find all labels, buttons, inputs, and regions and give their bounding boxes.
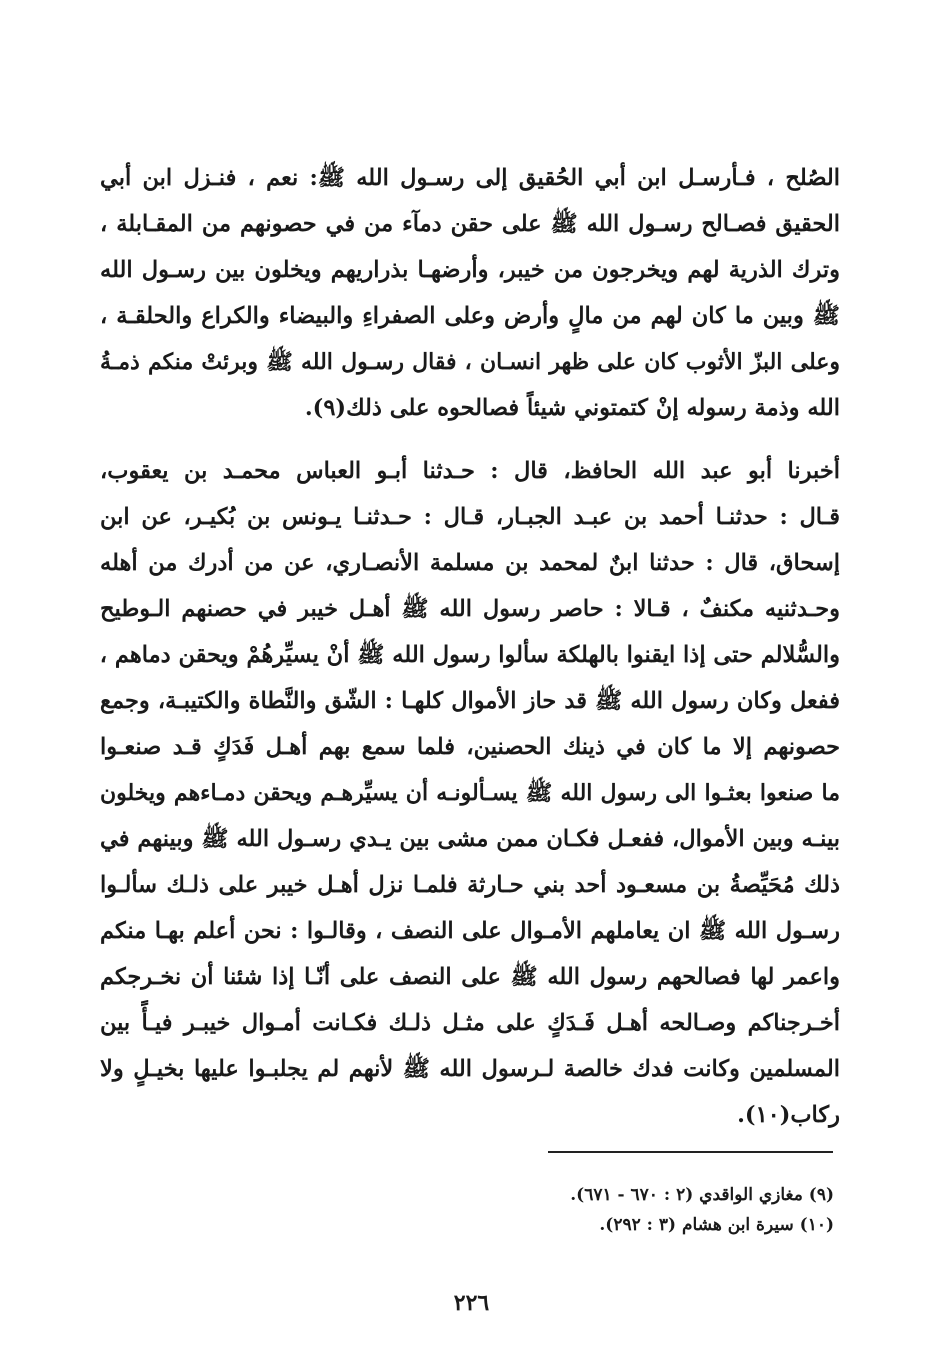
text-line: الحقيق فصـالح رسـول الله ﷺ على حقن دمآء من في حصونهم من المقـابلة ، bbox=[100, 211, 840, 237]
text-line: ذلك مُحَيِّصةُ بن مسعـود أحد بني حـارثة فلمـا نزل أهـل خيبر على ذلـك سألـوا bbox=[100, 872, 840, 898]
footnotes bbox=[430, 1180, 834, 1240]
page-number: ٢٢٦ bbox=[453, 1290, 490, 1316]
text-line: والسُّلالم حتى إذا ايقنوا بالهلكة سألوا رسول الله ﷺ أنْ يسيِّرهُمْ ويحقن دماهم ، bbox=[100, 642, 840, 668]
text-line: رسـول الله ﷺ ان يعاملهم الأمـوال على النصف ، وقالـوا : نحن أعلم بهـا منكم bbox=[100, 918, 840, 944]
paragraph-2 bbox=[100, 448, 840, 1138]
text-line: بينـه وبين الأموال، ففعـل فكـان ممن مشى بين يـدي رسـول الله ﷺ وبينهم في bbox=[100, 826, 840, 852]
text-line: أخبرنا أبو عبد الله الحافظ، قال : حـدثنا أبـو العباس محمـد بن يعقوب، bbox=[100, 458, 840, 484]
text-line: وحـدثنيه مكنفٌ ، قـالا : حاصر رسول الله ﷺ أهـل خيبر في حصنهم الـوطيح bbox=[100, 596, 840, 622]
text-line-last: الله وذمة رسوله إنْ كتمتوني شيئاً فصالحوه على ذلك(٩). bbox=[304, 395, 840, 421]
text-line: المسلمين وكانت فدك خالصة لـرسول الله ﷺ لأنهم لم يجلبـوا عليها بخيـلٍ ولا bbox=[100, 1056, 840, 1082]
footnote-separator bbox=[548, 1151, 833, 1153]
text-line: وعلى البزّ الأثوب كان على ظهر انسـان ، فقال رسـول الله ﷺ وبرئتْ منكم ذمـةُ bbox=[100, 349, 840, 375]
text-line-last: ركاب(١٠). bbox=[737, 1102, 840, 1128]
text-line: واعمر لها فصالحهم رسول الله ﷺ على النصف على أنّـا إذا شئنا أن نخـرجكم bbox=[100, 964, 840, 990]
text-line: وترك الذرية لهم ويخرجون من خيبر، وأرضهـا بذراريهم ويخلون بين رسـول الله bbox=[100, 257, 840, 283]
paragraph-1 bbox=[100, 155, 840, 431]
text-line: ففعل وكان رسول الله ﷺ قد حاز الأموال كلهـا : الشّق والنَّطاة والكتيبـة، وجمع bbox=[100, 688, 840, 714]
footnote-9: (٩) مغازي الواقدي (٢ : ٦٧٠ - ٦٧١). bbox=[570, 1185, 834, 1205]
text-line: ﷺ وبين ما كان لهم من مالٍ وأرض وعلى الصفراءِ والبيضاء والكراع والحلقـة ، bbox=[100, 303, 840, 329]
text-line: قـال : حدثنـا أحمد بن عبـد الجبـار، قـال : حـدثنـا يـونس بن بُكيـر، عن ابن bbox=[100, 504, 840, 530]
text-line: الصُلح ، فـأرسـل ابن أبي الحُقيق إلى رسـول الله ﷺ: نعم ، فنـزل ابن أبي bbox=[100, 165, 840, 191]
footnote-10: (١٠) سيرة ابن هشام (٣ : ٢٩٢). bbox=[599, 1215, 834, 1235]
text-line: ما صنعوا بعثـوا الى رسول الله ﷺ يسـألونـه أن يسيِّرهـم ويحقن دمـاءهم ويخلون bbox=[100, 780, 840, 806]
text-line: حصونهم إلا ما كان في ذينك الحصنين، فلما سمع بهم أهـل فَدَكٍ قـد صنعـوا bbox=[100, 734, 840, 760]
text-line: أخـرجناكم وصـالحه أهـل فَـدَكٍ على مثـل ذلـك فكـانت أمـوال خيبـر فيـأً بين bbox=[100, 1010, 840, 1036]
text-line: إسحاق، قال : حدثنا ابنٌ لمحمد بن مسلمة الأنصـاري، عن من أدرك من أهله bbox=[100, 550, 840, 576]
